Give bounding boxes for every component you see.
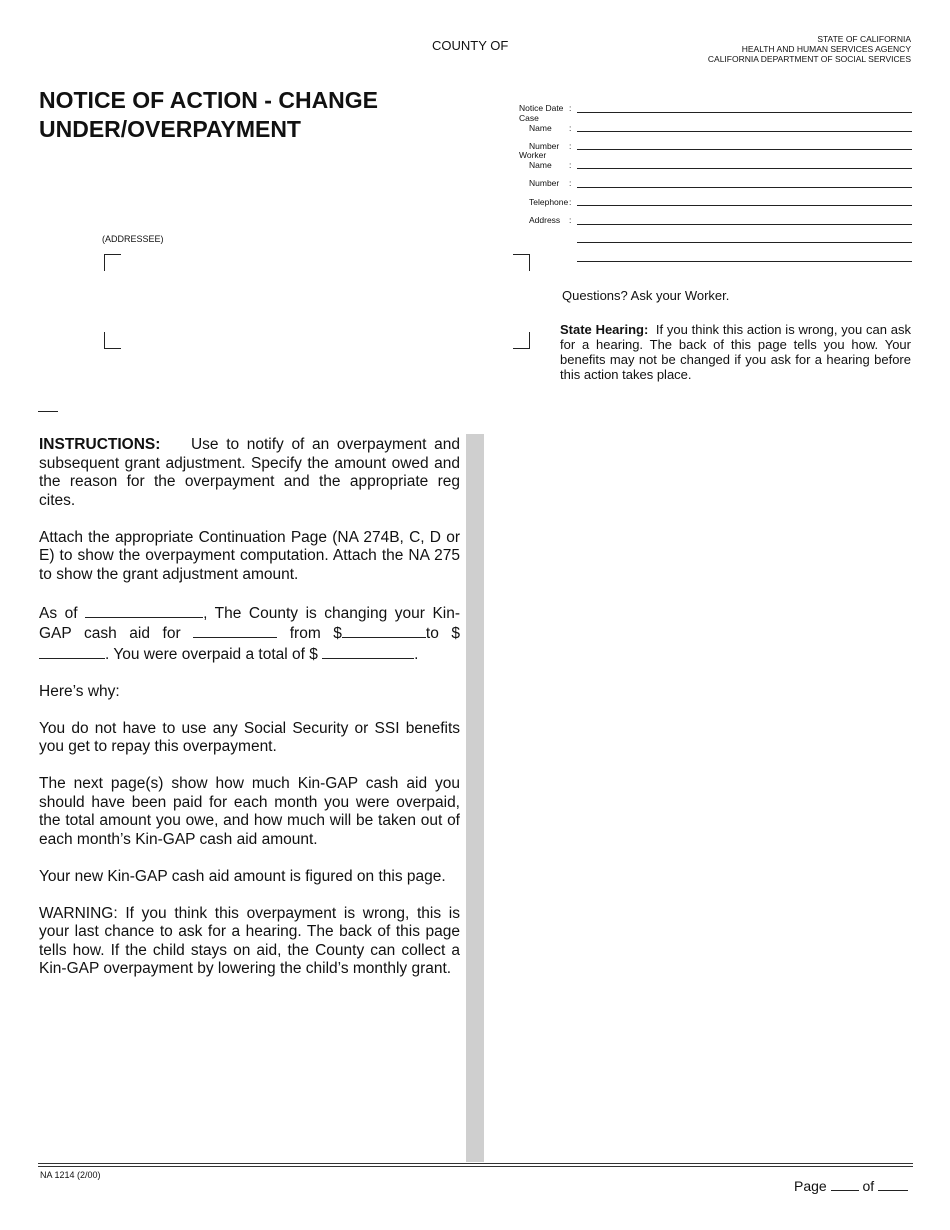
attach-paragraph: Attach the appropriate Continuation Page (NA 274B, C, D or E) to show the overpayment computation. Attach the NA 275 to show the grant adjustment amount. [39,528,460,583]
footer-rule [38,1166,913,1167]
colon: : [569,197,572,207]
questions-note: Questions? Ask your Worker. [562,288,730,303]
telephone-label: Telephone [529,197,569,207]
old-amount-blank[interactable] [342,623,426,638]
notice-date-label: Notice Date [519,103,564,113]
of-label: of [862,1178,875,1194]
heres-why-paragraph: Here’s why: [39,682,120,700]
as-of-text: . You were overpaid a total of $ [105,645,318,663]
state-hearing-label: State Hearing: [560,322,649,337]
address-window-corner [104,254,121,271]
aid-period-blank[interactable] [193,623,277,638]
colon: : [569,123,572,133]
case-name-field[interactable] [577,131,912,132]
colon: : [569,160,572,170]
footer-rule [38,1163,913,1164]
change-paragraph [39,603,460,665]
agency-header [708,34,911,64]
overpaid-total-blank[interactable] [322,644,414,659]
address-field-line-1[interactable] [577,224,912,225]
as-of-text: As of [39,604,78,622]
colon: : [569,215,572,225]
case-number-field[interactable] [577,149,912,150]
case-number-label: Number [529,141,560,151]
notice-body [39,436,460,997]
worker-group-label: Worker [519,150,547,160]
next-pages-paragraph: The next page(s) show how much Kin-GAP cash aid you should have been paid for each month you were overpaid, the total amount you owe, and how much will be taken out of each month’s Kin-GAP cash aid amount. [39,775,460,848]
form-number: NA 1214 (2/00) [40,1170,101,1180]
instructions-label: INSTRUCTIONS: [39,436,161,453]
county-label: COUNTY OF [432,38,509,53]
ssi-paragraph: You do not have to use any Social Security or SSI benefits you get to repay this overpayment. [39,719,460,755]
telephone-field[interactable] [577,205,912,206]
address-window-corner [104,332,121,349]
worker-number-field[interactable] [577,187,912,188]
page-indicator [794,1178,908,1194]
page-label: Page [794,1178,827,1194]
case-group-label: Case [519,113,539,123]
gray-bar [466,434,484,1162]
warning-paragraph: WARNING: If you think this overpayment is wrong, this is your last chance to ask for a hearing. The back of this page tells how. If the child stays on aid, the County can collect a Kin-GAP overpayment by lowering the child’s monthly grant. [39,904,460,977]
title-line: NOTICE OF ACTION - CHANGE [39,87,379,113]
notice-date-field[interactable] [577,112,912,113]
state-hearing-text: If you think this action is wrong, you can ask for a hearing. The back of this page tells you how. Your benefits may not be changed if you ask for a hearing before this action takes place. [560,322,911,382]
as-of-text: . [414,645,419,663]
state-hearing-notice [560,322,911,382]
as-of-text: , The County is changing your Kin-GAP cash aid for [39,604,461,642]
worker-name-label: Name [529,160,552,170]
address-label: Address [529,215,561,225]
colon: : [569,103,572,113]
addressee-label: (ADDRESSEE) [102,234,164,244]
case-name-label: Name [529,123,552,133]
title-line: UNDER/OVERPAYMENT [39,116,301,142]
instructions-paragraph [39,436,460,510]
as-of-text: to $ [425,625,461,642]
worker-name-field[interactable] [577,168,912,169]
address-window-corner [513,332,530,349]
as-of-text: from $ [289,625,342,642]
new-amount-paragraph: Your new Kin-GAP cash aid amount is figured on this page. [39,867,446,885]
address-field-line-2[interactable] [577,242,912,243]
address-field-line-3[interactable] [577,261,912,262]
page-total-blank[interactable] [878,1178,908,1191]
colon: : [569,178,572,188]
address-window-corner [513,254,530,271]
agency-line: STATE OF CALIFORNIA [817,34,911,44]
effective-date-blank[interactable] [85,603,203,618]
worker-number-label: Number [529,178,560,188]
agency-line: CALIFORNIA DEPARTMENT OF SOCIAL SERVICES [707,54,911,64]
page-number-blank[interactable] [831,1178,859,1191]
colon: : [569,141,572,151]
page-title [39,86,378,144]
fold-mark [38,411,58,412]
new-amount-blank[interactable] [39,644,105,659]
agency-line: HEALTH AND HUMAN SERVICES AGENCY [741,44,911,54]
instructions-text: Use to notify of an overpayment and subsequent grant adjustment. Specify the amount owed and the reason for the overpayment and the appropriate reg cites. [39,436,460,509]
